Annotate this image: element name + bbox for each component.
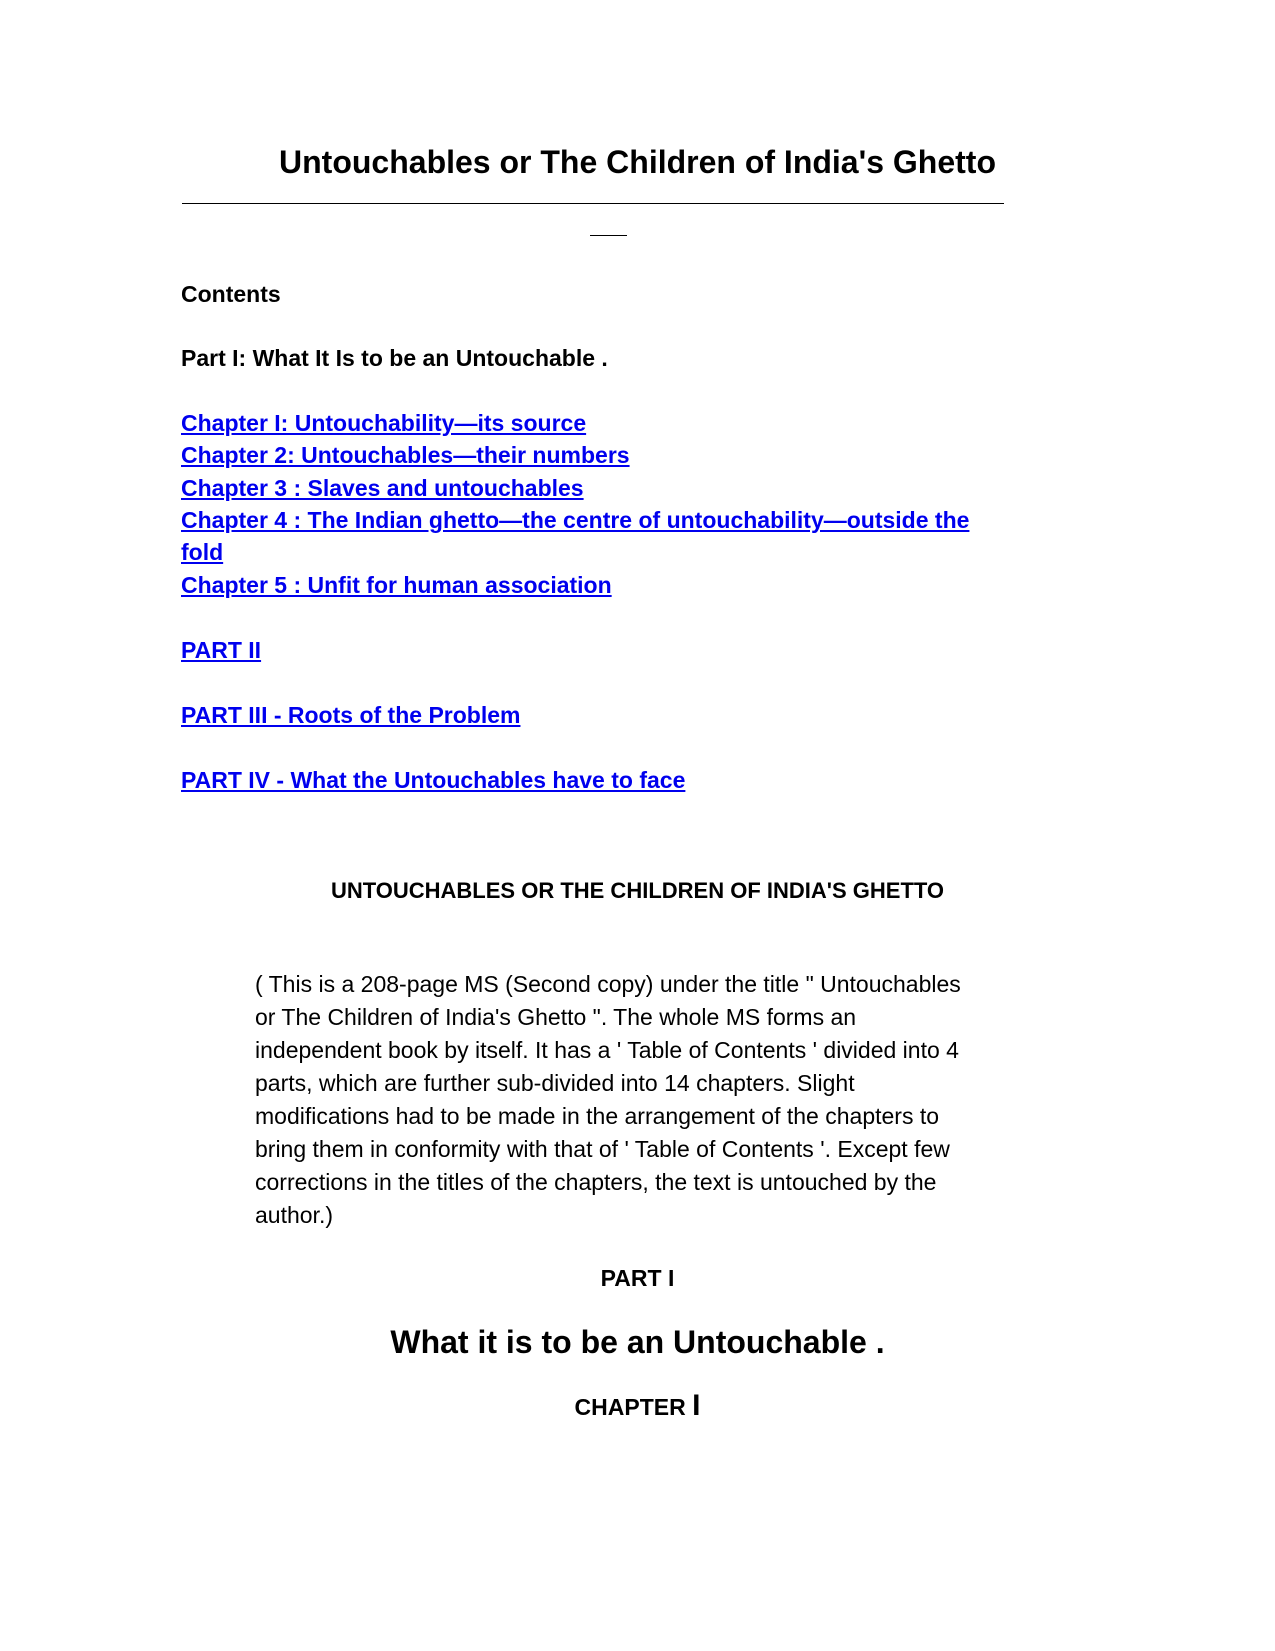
toc-link-chapter-4[interactable]: Chapter 4 : The Indian ghetto—the centre of untouchability—outside the <box>181 507 970 533</box>
document-title: Untouchables or The Children of India's Ghetto <box>279 144 996 180</box>
part1-heading: Part I: What It Is to be an Untouchable . <box>181 345 608 371</box>
toc-link-chapter-3[interactable]: Chapter 3 : Slaves and untouchables <box>181 475 584 501</box>
intro-line: ( This is a 208-page MS (Second copy) under the title " Untouchables <box>255 971 961 997</box>
part-label: PART I <box>600 1265 675 1291</box>
intro-paragraph <box>255 968 1025 1232</box>
chapter-label: CHAPTER <box>574 1394 686 1420</box>
toc-link-chapter-4-cont[interactable]: fold <box>181 539 224 565</box>
intro-line: bring them in conformity with that of ' Table of Contents '. Except few <box>255 1136 950 1162</box>
intro-line: independent book by itself. It has a ' Table of Contents ' divided into 4 <box>255 1037 959 1063</box>
title-divider-tail <box>590 235 627 236</box>
toc-link-chapter-5[interactable]: Chapter 5 : Unfit for human association <box>181 572 612 598</box>
intro-line: author.) <box>255 1202 333 1228</box>
section-title-caps: UNTOUCHABLES OR THE CHILDREN OF INDIA'S GHETTO <box>330 878 945 903</box>
chapter-heading <box>0 1389 1275 1424</box>
toc-link-chapter-2[interactable]: Chapter 2: Untouchables—their numbers <box>181 442 630 468</box>
toc-link-part-2[interactable]: PART II <box>181 637 262 663</box>
title-divider <box>182 203 1004 204</box>
intro-line: corrections in the titles of the chapters, the text is untouched by the <box>255 1169 937 1195</box>
intro-line: parts, which are further sub-divided into 14 chapters. Slight <box>255 1070 855 1096</box>
toc-link-part-4[interactable]: PART IV - What the Untouchables have to face <box>181 767 686 793</box>
part-title: What it is to be an Untouchable . <box>390 1324 885 1360</box>
toc-link-chapter-1[interactable]: Chapter I: Untouchability—its source <box>181 410 587 436</box>
chapter-numeral: I <box>692 1389 701 1422</box>
intro-line: or The Children of India's Ghetto ". The whole MS forms an <box>255 1004 857 1030</box>
intro-line: modifications had to be made in the arrangement of the chapters to <box>255 1103 940 1129</box>
toc-link-part-3[interactable]: PART III - Roots of the Problem <box>181 702 521 728</box>
contents-heading: Contents <box>181 281 281 307</box>
